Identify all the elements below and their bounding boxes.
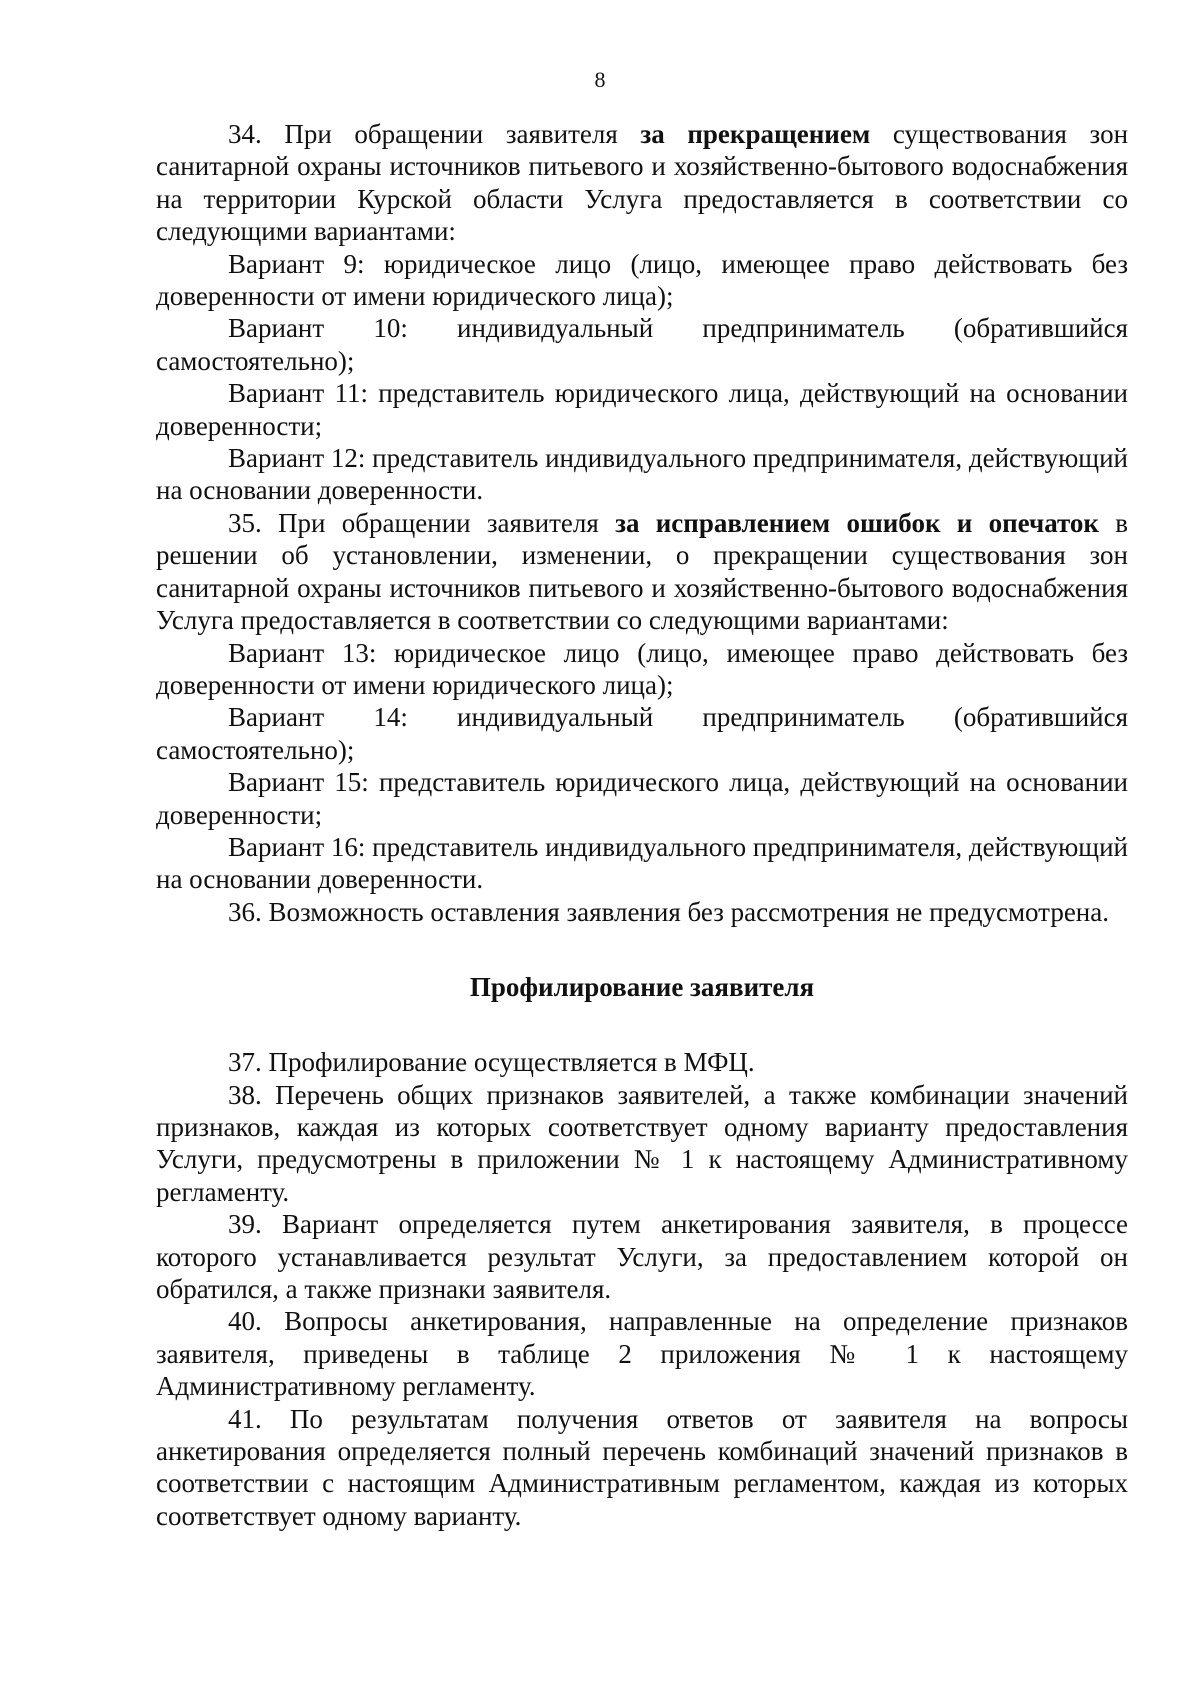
paragraph-34-emphasis: за прекращением	[640, 119, 871, 149]
document-body	[156, 118, 1128, 1532]
variant-16: Вариант 16: представитель индивидуального предпринимателя, действующий на основании доверенности.	[156, 831, 1128, 895]
paragraph-34-text-start: 34. При обращении заявителя	[228, 119, 641, 149]
paragraph-37: 37. Профилирование осуществляется в МФЦ.	[228, 1047, 755, 1078]
paragraph-35	[156, 507, 1128, 637]
variant-12: Вариант 12: представитель индивидуального предпринимателя, действующий на основании доверенности.	[156, 443, 1128, 506]
variant-10: Вариант 10: индивидуальный предприниматель (обратившийся самостоятельно);	[156, 313, 1128, 376]
paragraph-35-text-end: в решении об установлении, изменении, о прекращении существования зон санитарной охраны источников питьевого и хозяйственно-бытового водоснабжения Услуга предоставляется в соответствии со следующими вариантами:	[156, 507, 1129, 636]
paragraph-39: 39. Вариант определяется путем анкетирования заявителя, в процессе которого устанавливается результат Услуги, за предоставлением которой он обратился, а также признаки заявителя.	[156, 1209, 1128, 1304]
variant-9: Вариант 9: юридическое лицо (лицо, имеющее право действовать без доверенности от имени юридического лица);	[156, 248, 1128, 312]
variant-13: Вариант 13: юридическое лицо (лицо, имеющее право действовать без доверенности от имени юридического лица);	[156, 637, 1128, 700]
variant-11: Вариант 11: представитель юридического лица, действующий на основании доверенности;	[156, 378, 1128, 441]
paragraph-35-text-start: 35. При обращении заявителя	[228, 507, 616, 538]
paragraph-34	[156, 118, 1128, 248]
paragraph-36: 36. Возможность оставления заявления без рассмотрения не предусмотрена.	[228, 896, 1109, 927]
paragraph-40: 40. Вопросы анкетирования, направленные на определение признаков заявителя, приведены в таблице 2 приложения № 1 к настоящему Административному регламенту.	[156, 1306, 1128, 1402]
paragraph-34-text-end: существования зон санитарной охраны источников питьевого и хозяйственно-бытового водоснабжения на территории Курской области Услуга предоставляется в соответствии со следующими вариантами:	[156, 119, 1129, 247]
variant-14: Вариант 14: индивидуальный предприниматель (обратившийся самостоятельно);	[156, 702, 1128, 765]
variant-15: Вариант 15: представитель юридического лица, действующий на основании доверенности;	[156, 767, 1128, 830]
paragraph-38: 38. Перечень общих признаков заявителей, а также комбинации значений признаков, каждая из которых соответствует одному варианту предоставления Услуги, предусмотрены в приложении № 1 к настоящему Административному регламенту.	[156, 1079, 1128, 1207]
page-number: 8	[594, 67, 606, 92]
paragraph-35-emphasis: за исправлением ошибок и опечаток	[615, 507, 1099, 538]
paragraph-41: 41. По результатам получения ответов от заявителя на вопросы анкетирования определяется полный перечень комбинаций значений признаков в соответствии с настоящим Административным регламентом, каждая из которых соответствует одному варианту.	[156, 1403, 1128, 1531]
section-heading: Профилирование заявителя	[469, 972, 815, 1003]
